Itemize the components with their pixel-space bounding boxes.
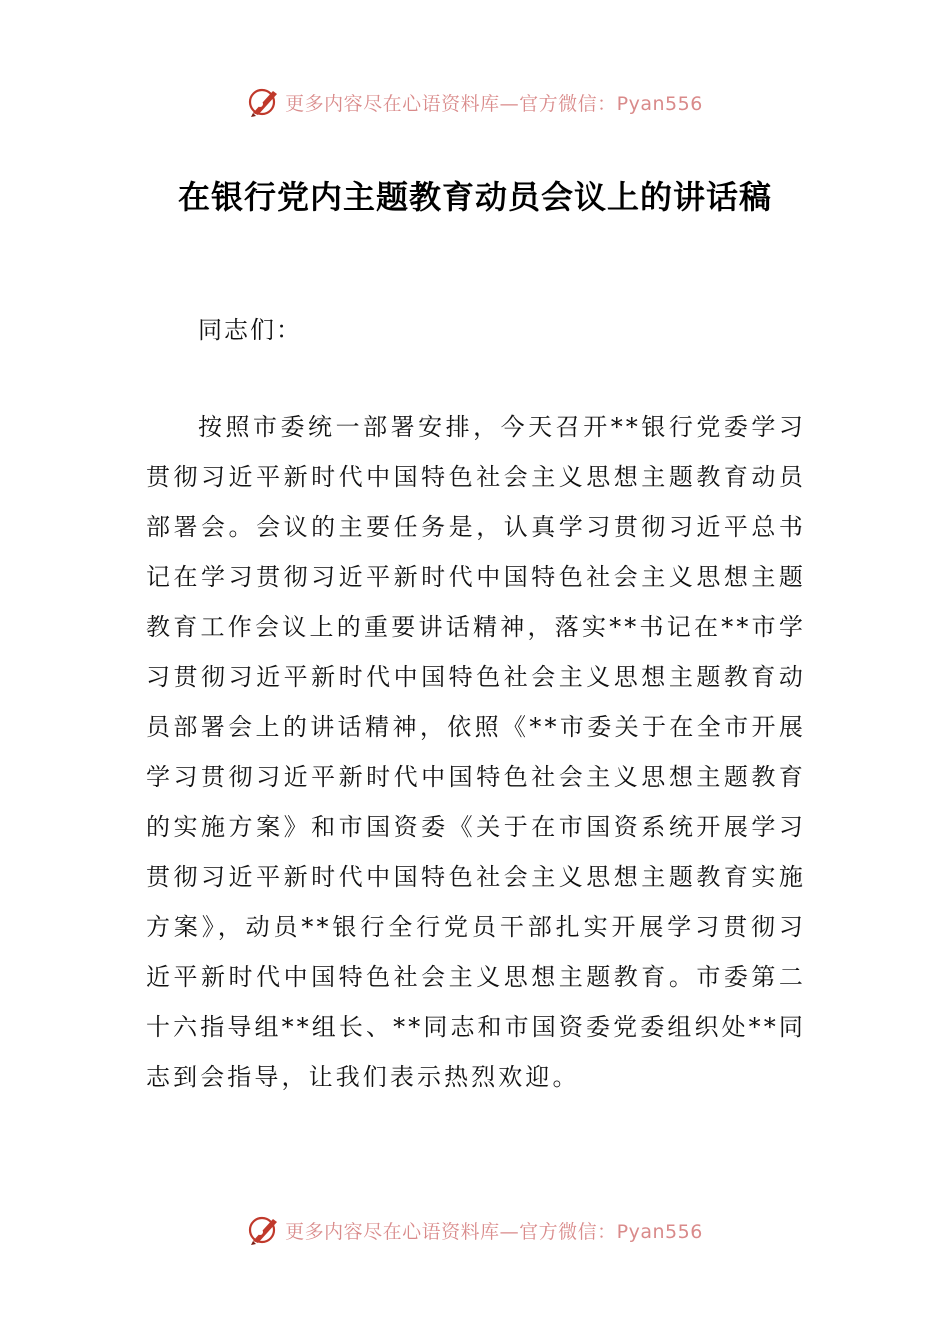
salutation: 同志们： — [198, 316, 302, 344]
document-title: 在银行党内主题教育动员会议上的讲话稿 — [177, 178, 772, 216]
header-banner — [0, 82, 950, 122]
wechat-id: Pyan556 — [616, 92, 703, 115]
banner-text: 更多内容尽在心语资料库—官方微信：Pyan556 — [285, 92, 703, 115]
footer-banner — [0, 1210, 950, 1250]
pen-logo-icon — [247, 1213, 281, 1247]
wechat-id: Pyan556 — [616, 1220, 703, 1243]
body-paragraph: 按照市委统一部署安排，今天召开**银行党委学习贯彻习近平新时代中国特色社会主义思想主题教育动员部署会。会议的主要任务是，认真学习贯彻习近平总书记在学习贯彻习近平新时代中国特色社会主义思想主题教育工作会议上的重要讲话精神，落实**书记在**市学习贯彻习近平新时代中国特色社会主义思想主题教育动员部署会上的讲话精神，依照《**市委关于在全市开展学习贯彻习近平新时代中国特色社会主义思想主题教育的实施方案》和市国资委《关于在市国资系统开展学习贯彻习近平新时代中国特色社会主义思想主题教育实施方案》，动员**银行全行党员干部扎实开展学习贯彻习近平新时代中国特色社会主义思想主题教育。市委第二十六指导组**组长、**同志和市国资委党委组织处**同志到会指导，让我们表示热烈欢迎。 — [146, 413, 806, 1091]
pen-logo-icon — [247, 85, 281, 119]
banner-text: 更多内容尽在心语资料库—官方微信：Pyan556 — [285, 1220, 703, 1243]
